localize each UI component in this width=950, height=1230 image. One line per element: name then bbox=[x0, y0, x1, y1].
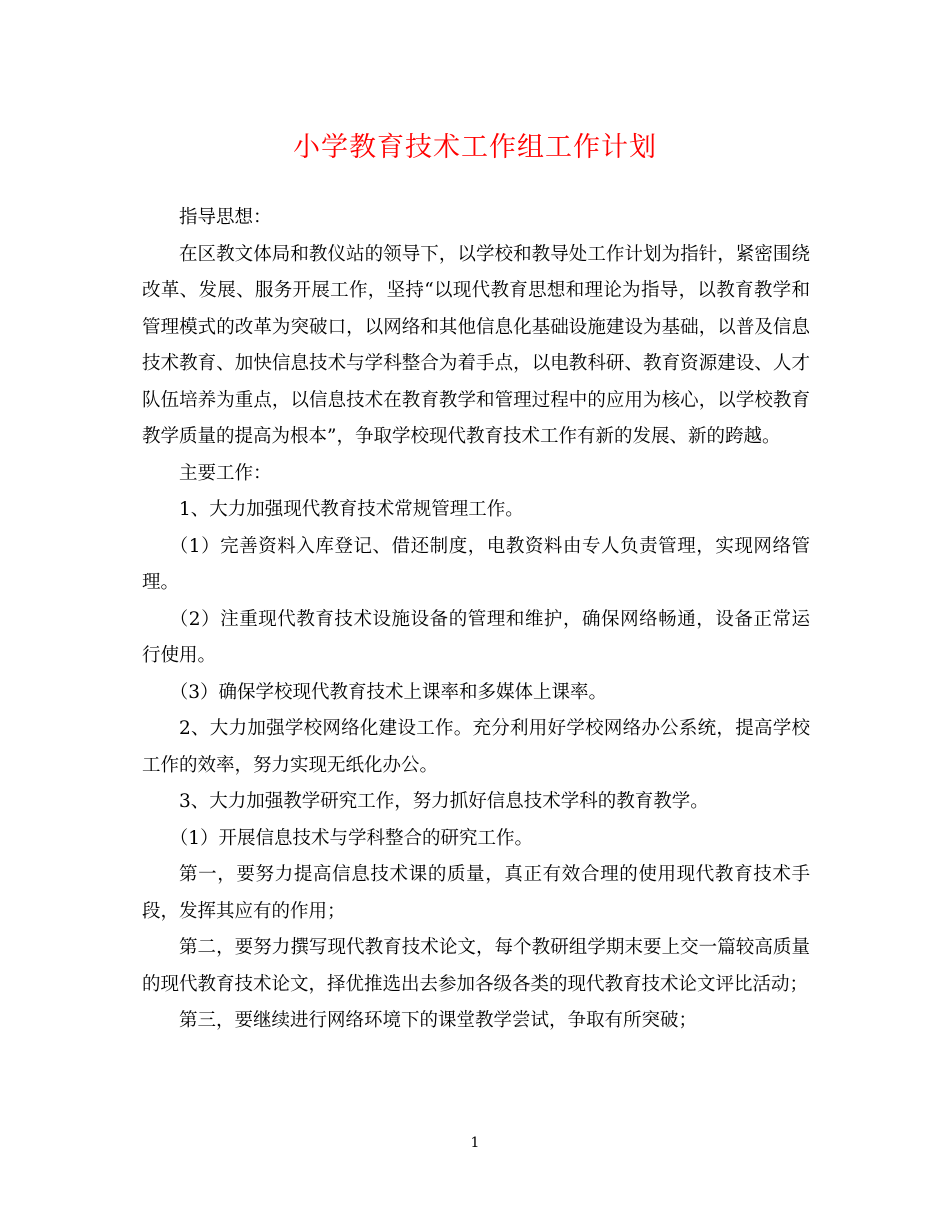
page-number: 1 bbox=[470, 1135, 480, 1151]
paragraph: （2）注重现代教育技术设施设备的管理和维护，确保网络畅通，设备正常运行使用。 bbox=[142, 608, 810, 666]
paragraph: 在区教文体局和教仪站的领导下，以学校和教导处工作计划为指针，紧密围绕改革、发展、服务开展工作，坚持“以现代教育思想和理论为指导，以教育教学和管理模式的改革为突破口，以网络和其他信息化基础设施建设为基础，以普及信息技术教育、加快信息技术与学科整合为着手点，以电教科研、教育资源建设、人才队伍培养为重点，以信息技术在教育教学和管理过程中的应用为核心，以学校教育教学质量的提高为根本”，争取学校现代教育技术工作有新的发展、新的跨越。 bbox=[142, 243, 810, 447]
paragraph: 3、大力加强教学研究工作，努力抓好信息技术学科的教育教学。 bbox=[179, 791, 709, 812]
paragraph: （1）开展信息技术与学科整合的研究工作。 bbox=[169, 827, 534, 849]
paragraph: 2、大力加强学校网络化建设工作。充分利用好学校网络办公系统，提高学校工作的效率，努力实现无纸化办公。 bbox=[142, 718, 810, 776]
document-body bbox=[142, 200, 810, 1040]
paragraph: 第二，要努力撰写现代教育技术论文，每个教研组学期末要上交一篇较高质量的现代教育技术论文，择优推选出去参加各级各类的现代教育技术论文评比活动； bbox=[142, 937, 810, 995]
paragraph: 第一，要努力提高信息技术课的质量，真正有效合理的使用现代教育技术手段，发挥其应有的作用； bbox=[142, 864, 810, 922]
paragraph: 1、大力加强现代教育技术常规管理工作。 bbox=[179, 499, 524, 520]
paragraph: （1）完善资料入库登记、借还制度，电教资料由专人负责管理，实现网络管理。 bbox=[142, 535, 810, 593]
paragraph: 第三，要继续进行网络环境下的课堂教学尝试，争取有所突破； bbox=[179, 1010, 698, 1031]
paragraph: 指导思想： bbox=[179, 207, 272, 228]
document-title: 小学教育技术工作组工作计划 bbox=[293, 132, 657, 163]
paragraph: 主要工作： bbox=[179, 462, 272, 484]
paragraph: （3）确保学校现代教育技术上课率和多媒体上课率。 bbox=[169, 681, 608, 703]
